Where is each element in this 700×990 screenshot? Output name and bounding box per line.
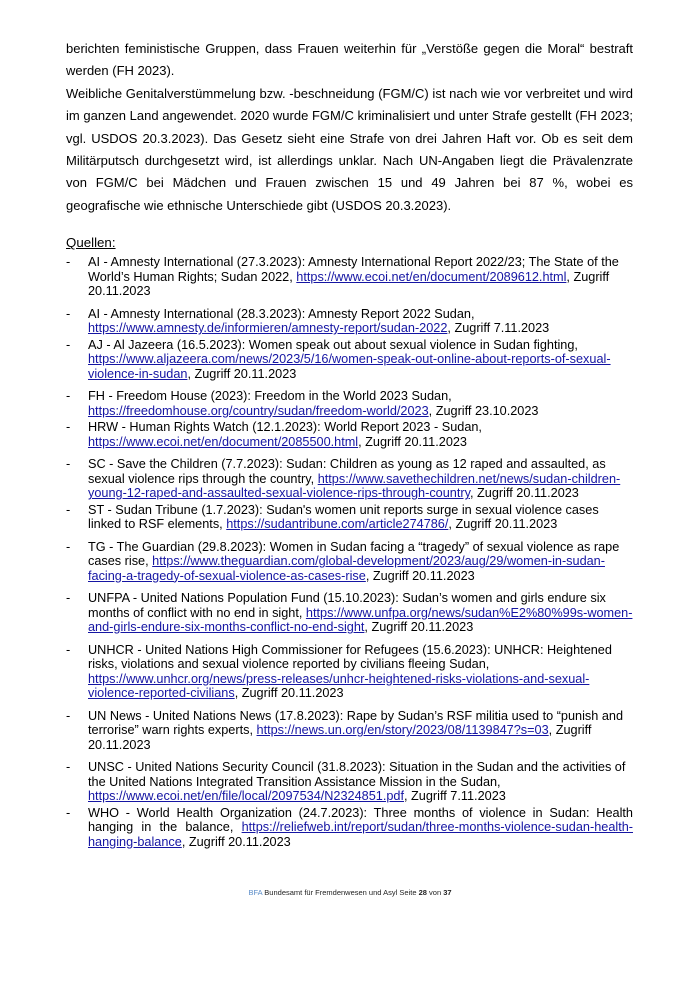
source-access: , Zugriff 20.11.2023 bbox=[365, 568, 475, 583]
footer-page-number: 28 bbox=[418, 888, 427, 897]
page-footer bbox=[0, 888, 700, 897]
list-bullet: - bbox=[66, 306, 71, 321]
source-access: , Zugriff 20.11.2023 bbox=[364, 620, 474, 635]
document-page bbox=[66, 38, 633, 849]
list-bullet: - bbox=[66, 420, 71, 435]
source-link[interactable]: https://sudantribune.com/article274786/ bbox=[226, 517, 449, 532]
footer-of-label: von bbox=[429, 888, 442, 897]
list-bullet: - bbox=[66, 502, 71, 517]
source-text: FH - Freedom House (2023): Freedom in the World 2023 Sudan, bbox=[88, 389, 452, 404]
source-link[interactable]: https://www.aljazeera.com/news/2023/5/16/women-speak-out-online-about-reports-of-sexual-violence-in-sudan bbox=[88, 352, 611, 381]
source-access: , Zugriff 20.11.2023 bbox=[358, 434, 467, 449]
source-text: SC - Save the Children (7.7.2023): Sudan: Children as young as 12 raped and assaulted, as sexual violence rips through the country, bbox=[88, 457, 606, 486]
list-bullet: - bbox=[66, 805, 71, 820]
source-access: , Zugriff 20.11.2023 bbox=[234, 686, 344, 701]
body-paragraph: berichten feministische Gruppen, dass Frauen weiterhin für „Verstöße gegen die Moral“ bestraft werden (FH 2023). bbox=[66, 41, 633, 79]
source-item bbox=[66, 503, 633, 532]
source-item bbox=[66, 591, 633, 635]
source-link[interactable]: https://www.unfpa.org/news/sudan%E2%80%99s-women-and-girls-endure-six-months-conflict-no-end-sight bbox=[88, 605, 633, 635]
source-item bbox=[66, 760, 633, 804]
source-text: AJ - Al Jazeera (16.5.2023): Women speak out about sexual violence in Sudan fighting, bbox=[88, 337, 578, 352]
list-bullet: - bbox=[66, 708, 71, 723]
list-bullet: - bbox=[66, 539, 71, 554]
source-item bbox=[66, 255, 633, 299]
source-text: HRW - Human Rights Watch (12.1.2023): World Report 2023 - Sudan, bbox=[88, 420, 482, 435]
source-access: , Zugriff 20.11.2023 bbox=[448, 517, 558, 532]
source-item bbox=[66, 540, 633, 584]
source-text: UNFPA - United Nations Population Fund (15.10.2023): Sudan’s women and girls endure six months of conflict with no end in sight, bbox=[88, 591, 606, 620]
source-link[interactable]: https://www.ecoi.net/en/document/2085500.html bbox=[88, 434, 359, 449]
source-item bbox=[66, 457, 633, 501]
list-bullet: - bbox=[66, 591, 71, 606]
source-access: , Zugriff 20.11.2023 bbox=[187, 366, 297, 381]
source-access: , Zugriff 7.11.2023 bbox=[447, 321, 550, 336]
footer-brand: BFA bbox=[248, 888, 263, 897]
source-link[interactable]: https://reliefweb.int/report/sudan/three-months-violence-sudan-health-hanging-balance bbox=[88, 820, 633, 849]
source-text: WHO - World Health Organization (24.7.2023): Three months of violence in Sudan: Health hanging in the balance, bbox=[88, 805, 633, 835]
source-text: TG - The Guardian (29.8.2023): Women in Sudan facing a “tragedy” of sexual violence as rape cases rise, bbox=[88, 539, 620, 569]
source-access: , Zugriff 23.10.2023 bbox=[428, 403, 539, 418]
source-access: , Zugriff 20.11.2023 bbox=[181, 834, 291, 849]
list-bullet: - bbox=[66, 642, 71, 657]
source-item bbox=[66, 389, 633, 418]
source-text: AI - Amnesty International (27.3.2023): Amnesty International Report 2022/23; The State of the World’s Human Rights; Sudan 2022, bbox=[88, 255, 619, 284]
source-access: , Zugriff 20.11.2023 bbox=[470, 486, 579, 501]
source-item bbox=[66, 643, 633, 701]
source-access: , Zugriff 20.11.2023 bbox=[88, 723, 592, 752]
source-text: UNSC - United Nations Security Council (31.8.2023): Situation in the Sudan and the activities of the United Nations Integrated Transition Assistance Mission in the Sudan, bbox=[88, 760, 626, 789]
source-item bbox=[66, 420, 633, 449]
body-paragraph: Weibliche Genitalverstümmelung bzw. -beschneidung (FGM/C) ist nach wie vor verbreitet und wird im ganzen Land angewendet. 2020 wurde FGM/C kriminalisiert und unter Strafe gestellt (FH 2023; vgl. USDOS 20.3.2023). Das Gesetz sieht eine Strafe von drei Jahren Haft vor. Ob es seit dem Militärputsch durchgesetzt wird, ist allerdings unklar. Nach UN-Angaben liegt die Prävalenzrate von FGM/C bei Mädchen und Frauen zwischen 15 und 49 Jahren bei 87 %, wobei es geografische wie ethnische Unterschiede gibt (USDOS 20.3.2023). bbox=[66, 85, 633, 213]
source-text: ST - Sudan Tribune (1.7.2023): Sudan's women unit reports surge in sexual violence cases linked to RSF elements, bbox=[88, 502, 599, 532]
source-link[interactable]: https://www.amnesty.de/informieren/amnesty-report/sudan-2022 bbox=[88, 321, 448, 336]
source-item bbox=[66, 338, 633, 382]
source-text: UNHCR - United Nations High Commissioner for Refugees (15.6.2023): UNHCR: Heightened risks, violations and sexual violence reported by civilians fleeing Sudan, bbox=[88, 642, 612, 672]
source-item bbox=[66, 307, 633, 336]
source-link[interactable]: https://www.ecoi.net/en/file/local/2097534/N2324851.pdf bbox=[88, 789, 404, 804]
list-bullet: - bbox=[66, 337, 71, 352]
source-link[interactable]: https://www.savethechildren.net/news/sudan-children-young-12-raped-and-assaulted-sexual-violence-rips-through-country bbox=[88, 471, 621, 501]
list-bullet: - bbox=[66, 389, 71, 404]
source-access: , Zugriff 20.11.2023 bbox=[88, 269, 610, 299]
list-bullet: - bbox=[66, 255, 71, 270]
list-bullet: - bbox=[66, 457, 71, 472]
source-text: UN News - United Nations News (17.8.2023): Rape by Sudan’s RSF militia used to “punish and terrorise” warn rights experts, bbox=[88, 708, 624, 738]
source-link[interactable]: https://www.ecoi.net/en/document/2089612.html bbox=[296, 269, 567, 284]
source-link[interactable]: https://news.un.org/en/story/2023/08/1139847?s=03 bbox=[256, 723, 549, 738]
source-link[interactable]: https://www.unhcr.org/news/press-releases/unhcr-heightened-risks-violations-and-sexual-violence-reported-civilians bbox=[88, 671, 590, 701]
footer-page-label: Seite bbox=[399, 888, 417, 897]
sources-heading: Quellen: bbox=[66, 235, 116, 251]
footer-org: Bundesamt für Fremdenwesen und Asyl bbox=[264, 888, 398, 897]
source-link[interactable]: https://www.theguardian.com/global-development/2023/aug/29/women-in-sudan-facing-a-tragedy-of-sexual-violence-as-cases-rise bbox=[88, 554, 605, 583]
source-access: , Zugriff 7.11.2023 bbox=[404, 789, 506, 804]
source-item bbox=[66, 806, 633, 850]
source-link[interactable]: https://freedomhouse.org/country/sudan/freedom-world/2023 bbox=[88, 403, 429, 418]
list-bullet: - bbox=[66, 760, 71, 775]
sources-list bbox=[66, 255, 633, 849]
source-text: AI - Amnesty International (28.3.2023): Amnesty Report 2022 Sudan, bbox=[88, 306, 475, 321]
footer-page-total: 37 bbox=[443, 888, 452, 897]
source-item bbox=[66, 709, 633, 753]
